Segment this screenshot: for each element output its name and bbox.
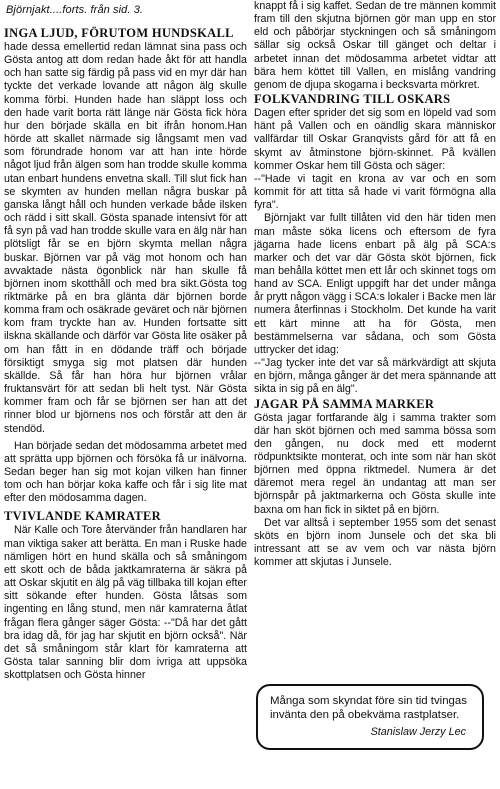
section-heading-jagar-pa-samma-marker: JAGAR PÅ SAMMA MARKER — [254, 396, 435, 411]
article-paragraph: Björnjakt var fullt tillåten vid den här tiden men man måste söka licens och eftersom de fyra jägarna hade licens enbart på älg på SCA:s marker och det var där Gösta sköt björnen, fick man behålla köttet men ett lår och skinnet togs om hand av SCA. Enligt uppgift har det under många år prytt någon vägg i SCA:s lokaler i Backe men lär numera återfinnas i Stockholm. Det kunde ha varit ett kärt minne att ha för Gösta, men bestämmelserna var sådana, och som Gösta uttrycker det idag: — [254, 212, 496, 356]
article-paragraph: hade dessa emellertid redan lämnat sina pass och Gösta antog att dom redan hade åkt för att handla och han satte sig färdig på pass vid en myr där han tyckte det verkade lovande att någon älg skulle komma förbi. Hunden hade han släppt loss och den hade varit borta rätt länge när Gösta fick höra hur den började skälla en bit ifrån honom.Han hörde att skallet närmade sig långsamt men vad som förundrade honom var att han inte hörde något ljud från älgen som han trodde skulle komma utan enbart hundens envetna skall. Till slut fick han se skymten av hunden mellan några buskar på ganska långt håll och hunden verkade både ilsken och rädd i sitt skall. Gösta spanade intensivt för att få syn på vad han trodde skulle vara en älg när han plötsligt får se en björn skymta mellan några buskar. Björnen var på väg mot honom och han avvaktade nästa ögonblick när han skulle få björnen inom skotthåll och med bra sikt.Gösta tog riktmärke på en bra glänta där björnen borde komma fram och osäkrade geväret och när björnen kom fram tryckte han av. Hunden fortsatte sitt ilskna skällande och därför var Gösta lite osäker på om han fått in en dödande träff och började försiktigt smyga sig mot platsen där hunden skällde. Så får han höra hur björnen vrålar fruktansvärt för att sedan bli helt tyst. När Gösta kommer fram och får se björnen ser han att det rinner blod ur björnens nos och förstår att den är stendöd. — [4, 41, 248, 435]
quote-text: Många som skyndat före sin tid tvingas invänta den på obekväma rastplatser. — [270, 695, 467, 721]
right-column — [254, 0, 496, 569]
section-heading-inga-ljud: INGA LJUD, FÖRUTOM HUNDSKALL — [4, 26, 234, 40]
article-paragraph: Dagen efter sprider det sig som en löpeld vad som hänt på Vallen och en oändlig skara människor vallfärdar till Oskar Granqvists gård för att få en skymt av åtminstone björn-skinnet. På kvällen kommer Oskar hem till Gösta och säger: — [254, 107, 496, 172]
section-heading-folkvandring: FOLKVANDRING TILL OSKARS — [254, 92, 451, 107]
left-column — [4, 0, 247, 682]
article-paragraph: Han började sedan det mödosamma arbetet med att sprätta upp björnen och försöka få ur inälvorna. Sedan beger han sig mot kojan vilken han finner tom och han börjar koka kaffe och får i sig lite mat efter den mödosamma dagen. — [4, 439, 247, 505]
article-quote-paragraph: --"Hade vi tagit en krona av var och en som kommit för att titta så hade vi varit förmögna alla fyra". — [254, 172, 496, 212]
section-heading-tvivlande-kamrater: TVIVLANDE KAMRATER — [4, 509, 161, 524]
article-paragraph: Det var alltså i september 1955 som det senast sköts en björn inom Junsele och det ska bli intressant att se av vem och var nästa björn kommer att skjutas i Junsele. — [254, 516, 496, 569]
article-quote-paragraph: --"Jag tycker inte det var så märkvärdigt att skjuta en björn, många gånger är det mera spännande att sikta in sig på en älg". — [254, 357, 496, 396]
article-paragraph: Gösta jagar fortfarande älg i samma trakter som där han sköt björnen och med samma bössa som den gången, nu dock med ett modernt rödpunktsikte monterat, och inte som när han sköt björnen med öppna riktmedel. Numera är det däremot mera regel än undantag att man ser björnspår på jaktmarkerna och Gösta skulle inte baxna om han fick in siktet på en björn. — [254, 411, 496, 516]
continuation-header: Björnjakt....forts. från sid. 3. — [6, 4, 144, 16]
article-paragraph: När Kalle och Tore återvänder från handlaren har man viktiga saker att berätta. En man i Ruske hade nämligen hört en hund skälla och så småningom ett skott och de båda jaktkamraterna är säkra på att Oskar skjutit en älg på väg tillbaka till kojan efter sitt sökande efter hunden. Gösta låtsas som ingenting en lång stund, men när kamraterna åtlat frågan flera gånger säger Gösta: --"Då har det gått bra idag då, för jag har skjutit en björn också". När det så småningom står klart för kamraterna att Gösta talar sanning blir dom ivriga att uppsöka skottplatsen och Gösta hinner — [4, 524, 247, 682]
article-paragraph: knappt få i sig kaffet. Sedan de tre männen kommit fram till den skjutna björnen gör man upp en stor eld och påbörjar styckningen och så småningom sällar sig också Oskar till gänget och deltar i arbetet innan det mödosamma arbetet vidtar att bära hem köttet till Vallen, en mislång vandring genom de djupa skogarna i becksvarta mörkret. — [254, 0, 496, 91]
quote-author: Stanislaw Jerzy Lec — [370, 726, 466, 738]
quote-box — [256, 684, 484, 750]
